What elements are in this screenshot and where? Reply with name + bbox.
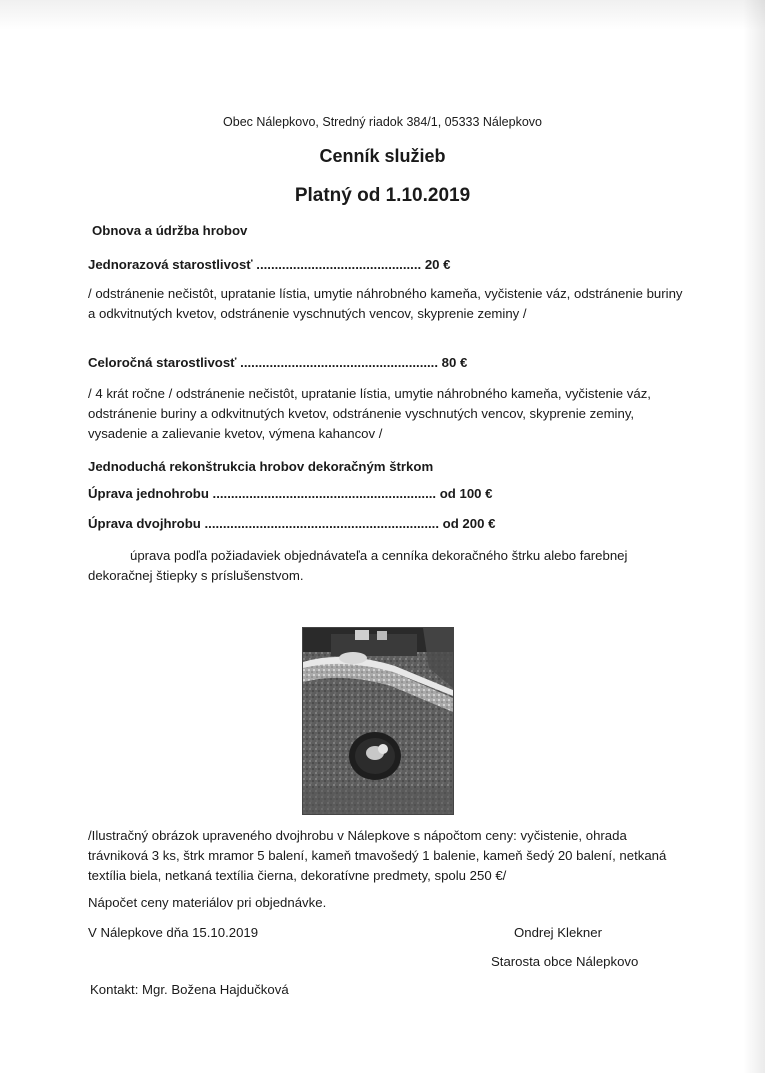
valid-from: Platný od 1.10.2019 — [294, 185, 471, 206]
description-one-time-care: / odstránenie nečistôt, upratanie lístia, umytie náhrobného kameňa, vyčistenie váz, odstránenie buriny a odkvitnutých kvetov, odstránenie vyschnutých vencov, skyprenie zeminy / — [88, 286, 683, 321]
photo-caption: /Ilustračný obrázok upraveného dvojhrobu v Nálepkove s nápočtom ceny: vyčistenie, ohrada trávniková 3 ks, štrk mramor 5 balení, kameň tmavošedý 1 balenie, kameň šedý 20 balení, netkaná textília biela, netkaná textília čierna, dekoratívne predmety, spolu 250 €/ — [88, 828, 667, 883]
grave-photo — [302, 627, 454, 815]
price-line-single-grave: Úprava jednohrobu ............................................................. od 100 € — [88, 486, 493, 501]
section-heading-reconstruction: Jednoduchá rekonštrukcia hrobov dekoračným štrkom — [88, 459, 434, 474]
price-line-one-time-care: Jednorazová starostlivosť ............................................. 20 € — [88, 257, 451, 272]
signer-title: Starosta obce Nálepkovo — [491, 954, 639, 969]
grave-photo-illustration — [303, 628, 453, 814]
scan-shadow-top — [0, 0, 765, 30]
contact-person: Kontakt: Mgr. Božena Hajdučková — [90, 982, 289, 997]
document-title: Cenník služieb — [319, 146, 446, 166]
price-line-double-grave: Úprava dvojhrobu ................................................................ od 200 € — [88, 516, 496, 531]
price-line-yearly-care: Celoročná starostlivosť ...................................................... 80 € — [88, 355, 468, 370]
reconstruction-note: úprava podľa požiadaviek objednávateľa a cenníka dekoračného štrku alebo farebnej dekoračnej štiepky s príslušenstvom. — [88, 548, 628, 583]
material-price-note: Nápočet ceny materiálov pri objednávke. — [88, 895, 327, 910]
municipality-address: Obec Nálepkovo, Stredný riadok 384/1, 05333 Nálepkovo — [223, 115, 542, 129]
section-heading-maintenance: Obnova a údržba hrobov — [92, 223, 248, 238]
place-and-date: V Nálepkove dňa 15.10.2019 — [88, 925, 259, 940]
description-yearly-care: / 4 krát ročne / odstránenie nečistôt, upratanie lístia, umytie náhrobného kameňa, vyčistenie váz, odstránenie buriny a odkvitnutých kvetov, odstránenie vyschnutých vencov, skyprenie zeminy, vysadenie a zalievanie kvetov, výmena kahancov / — [88, 386, 651, 441]
signer-name: Ondrej Klekner — [514, 925, 602, 940]
